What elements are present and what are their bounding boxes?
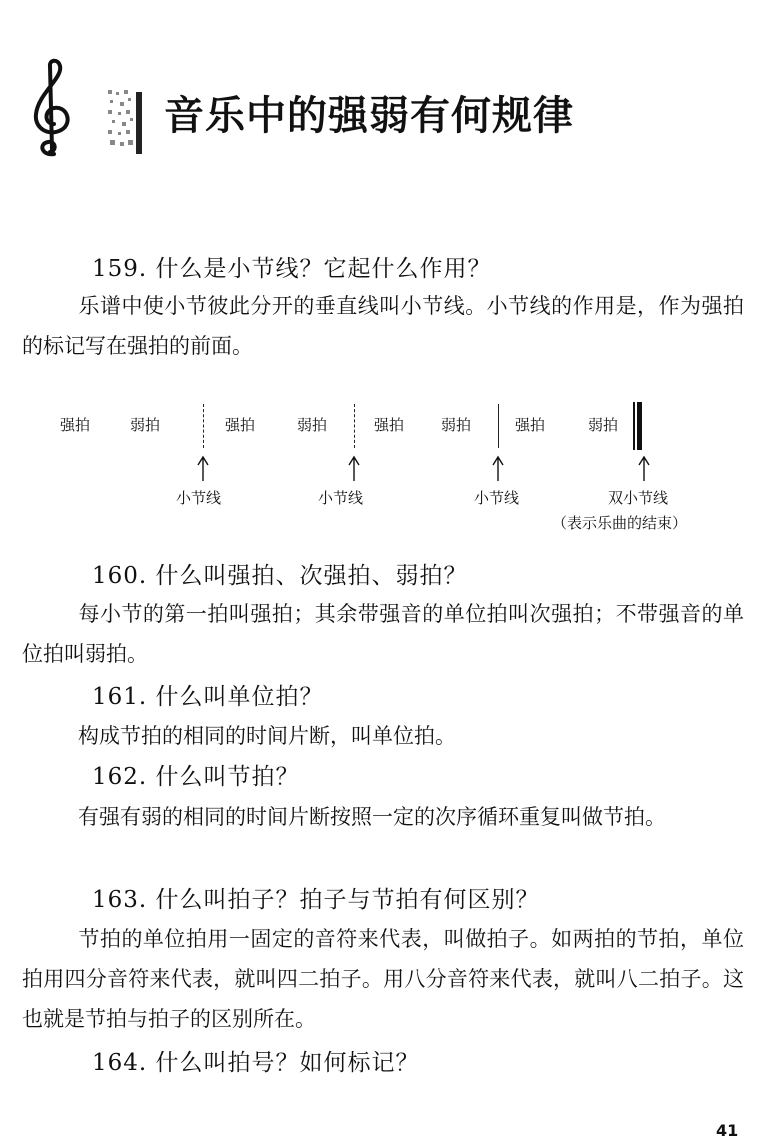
answer-160: 每小节的第一拍叫强拍；其余带强音的单位拍叫次强拍；不带强音的单位拍叫弱拍。	[22, 602, 744, 666]
arrow-up-icon	[492, 455, 504, 481]
treble-clef-icon	[30, 58, 74, 158]
answer-162: 有强有弱的相同的时间片断按照一定的次序循环重复叫做节拍。	[78, 805, 666, 829]
beat-strong: 强拍	[515, 416, 546, 434]
beat-strong: 强拍	[60, 416, 91, 434]
beat-weak: 弱拍	[588, 416, 619, 434]
beat-weak: 弱拍	[130, 416, 161, 434]
answer-163: 节拍的单位拍用一固定的音符来代表，叫做拍子。如两拍的节拍，单位拍用四分音符来代表，就叫四二拍子。用八分音符来代表，就叫八二拍子。这也就是节拍与拍子的区别所在。	[22, 927, 744, 1031]
bar-line	[203, 404, 204, 448]
beat-strong: 强拍	[225, 416, 256, 434]
beat-strong: 强拍	[374, 416, 405, 434]
arrow-up-icon	[638, 455, 650, 481]
double-bar-line	[633, 402, 642, 450]
page-number: 41	[716, 1121, 739, 1140]
answer-159: 乐谱中使小节彼此分开的垂直线叫小节线。小节线的作用是，作为强拍的标记写在强拍的前面。	[22, 294, 744, 358]
answer-161: 构成节拍的相同的时间片断，叫单位拍。	[78, 724, 456, 748]
arrow-up-icon	[348, 455, 360, 481]
beat-weak: 弱拍	[297, 416, 328, 434]
bar-line-label: 小节线	[318, 489, 364, 507]
question-161: 161. 什么叫单位拍？	[92, 684, 324, 710]
question-163: 163. 什么叫拍子？拍子与节拍有何区别？	[92, 887, 540, 913]
bar-line	[498, 404, 499, 448]
question-164: 164. 什么叫拍号？如何标记？	[92, 1050, 420, 1076]
chapter-title: 音乐中的强弱有何规律	[164, 93, 574, 139]
double-bar-line-label: 双小节线	[608, 489, 669, 507]
double-bar-note: （表示乐曲的结束）	[552, 514, 688, 532]
arrow-up-icon	[197, 455, 209, 481]
question-159: 159. 什么是小节线？它起什么作用？	[92, 256, 492, 282]
bar-line-label: 小节线	[474, 489, 520, 507]
bar-line	[354, 404, 355, 448]
beat-weak: 弱拍	[441, 416, 472, 434]
question-162: 162. 什么叫节拍？	[92, 764, 300, 790]
bar-line-label: 小节线	[176, 489, 222, 507]
question-160: 160. 什么叫强拍、次强拍、弱拍？	[92, 563, 468, 589]
